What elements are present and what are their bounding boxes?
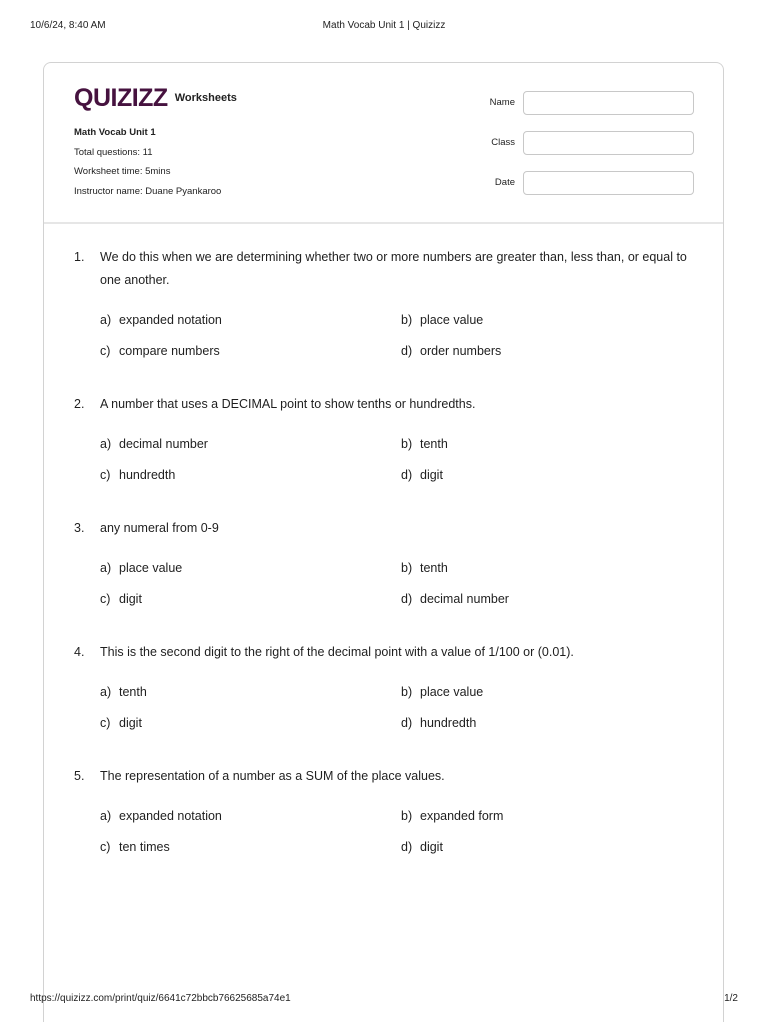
print-title: Math Vocab Unit 1 | Quizizz — [322, 20, 446, 31]
option-letter: c) — [100, 592, 111, 606]
option-a[interactable] — [100, 808, 222, 824]
option-letter: a) — [100, 437, 112, 451]
option-letter: b) — [401, 437, 413, 451]
option-letter: d) — [401, 840, 413, 854]
print-date: 10/6/24, 8:40 AM — [30, 20, 106, 31]
option-d[interactable] — [401, 715, 476, 731]
option-letter: c) — [100, 840, 111, 854]
option-d[interactable] — [401, 591, 509, 607]
print-footer — [0, 993, 768, 1007]
option-letter: d) — [401, 716, 413, 730]
option-letter: c) — [100, 716, 111, 730]
option-letter: a) — [100, 561, 112, 575]
option-d[interactable] — [401, 467, 443, 483]
page-number: 1/2 — [724, 993, 738, 1004]
total-questions: Total questions: 11 — [74, 146, 153, 158]
option-a[interactable] — [100, 684, 147, 700]
option-text: expanded notation — [119, 809, 222, 823]
question-text: We do this when we are determining whether two or more numbers are greater than, less than, or equal to one another. — [100, 250, 687, 287]
option-a[interactable] — [100, 560, 182, 576]
print-url: https://quizizz.com/print/quiz/6641c72bbcb76625685a74e1 — [30, 993, 291, 1004]
option-c[interactable] — [100, 467, 175, 483]
worksheet-meta — [74, 126, 221, 204]
option-d[interactable] — [401, 343, 501, 359]
option-text: decimal number — [420, 592, 509, 606]
option-text: tenth — [119, 685, 147, 699]
option-text: digit — [420, 840, 443, 854]
option-text: decimal number — [119, 437, 208, 451]
option-text: order numbers — [420, 344, 502, 358]
name-label: Name — [489, 97, 515, 108]
option-b[interactable] — [401, 808, 503, 824]
option-b[interactable] — [401, 684, 483, 700]
option-letter: b) — [401, 685, 413, 699]
option-c[interactable] — [100, 343, 220, 359]
option-b[interactable] — [401, 560, 448, 576]
question-text: A number that uses a DECIMAL point to show tenths or hundredths. — [100, 397, 476, 411]
option-letter: b) — [401, 313, 413, 327]
option-letter: a) — [100, 809, 112, 823]
date-label: Date — [494, 177, 515, 188]
option-b[interactable] — [401, 436, 448, 452]
question-number: 3. — [74, 521, 85, 535]
date-field-group — [444, 171, 694, 195]
option-letter: a) — [100, 313, 112, 327]
option-text: expanded form — [420, 809, 504, 823]
option-letter: a) — [100, 685, 112, 699]
date-input[interactable] — [523, 171, 694, 195]
question-number: 4. — [74, 645, 85, 659]
brand-label: Worksheets — [174, 92, 237, 104]
option-text: place value — [420, 685, 484, 699]
class-field-group — [444, 131, 694, 155]
worksheet — [43, 62, 724, 1022]
option-text: place value — [119, 561, 183, 575]
brand-wordmark: QUIZIZZ — [74, 84, 168, 112]
option-text: tenth — [420, 437, 448, 451]
option-text: ten times — [119, 840, 170, 854]
option-b[interactable] — [401, 312, 483, 328]
option-text: place value — [420, 313, 484, 327]
option-letter: b) — [401, 561, 413, 575]
option-a[interactable] — [100, 436, 208, 452]
quizizz-logo — [74, 84, 237, 112]
name-field-group — [444, 91, 694, 115]
worksheet-time: Worksheet time: 5mins — [74, 166, 171, 177]
worksheet-header — [44, 63, 723, 224]
option-text: digit — [119, 592, 142, 606]
option-c[interactable] — [100, 839, 170, 855]
worksheet-title: Math Vocab Unit 1 — [74, 127, 156, 138]
option-c[interactable] — [100, 715, 142, 731]
option-letter: d) — [401, 344, 413, 358]
option-letter: d) — [401, 592, 413, 606]
name-input[interactable] — [523, 91, 694, 115]
option-letter: c) — [100, 344, 111, 358]
question-number: 1. — [74, 250, 85, 264]
option-text: digit — [119, 716, 142, 730]
option-a[interactable] — [100, 312, 222, 328]
class-label: Class — [491, 137, 515, 148]
question-text: any numeral from 0-9 — [100, 521, 219, 535]
option-d[interactable] — [401, 839, 443, 855]
option-text: expanded notation — [119, 313, 222, 327]
question-text: The representation of a number as a SUM of the place values. — [100, 769, 445, 783]
option-text: tenth — [420, 561, 448, 575]
option-text: hundredth — [420, 716, 477, 730]
option-text: hundredth — [119, 468, 176, 482]
option-letter: c) — [100, 468, 111, 482]
question-text: This is the second digit to the right of the decimal point with a value of 1/100 or (0.01). — [100, 645, 574, 659]
class-input[interactable] — [523, 131, 694, 155]
option-letter: b) — [401, 809, 413, 823]
print-header — [0, 20, 768, 34]
option-c[interactable] — [100, 591, 142, 607]
option-text: digit — [420, 468, 443, 482]
question-number: 5. — [74, 769, 85, 783]
question-number: 2. — [74, 397, 85, 411]
option-letter: d) — [401, 468, 413, 482]
option-text: compare numbers — [119, 344, 220, 358]
instructor-name: Instructor name: Duane Pyankaroo — [74, 185, 222, 197]
